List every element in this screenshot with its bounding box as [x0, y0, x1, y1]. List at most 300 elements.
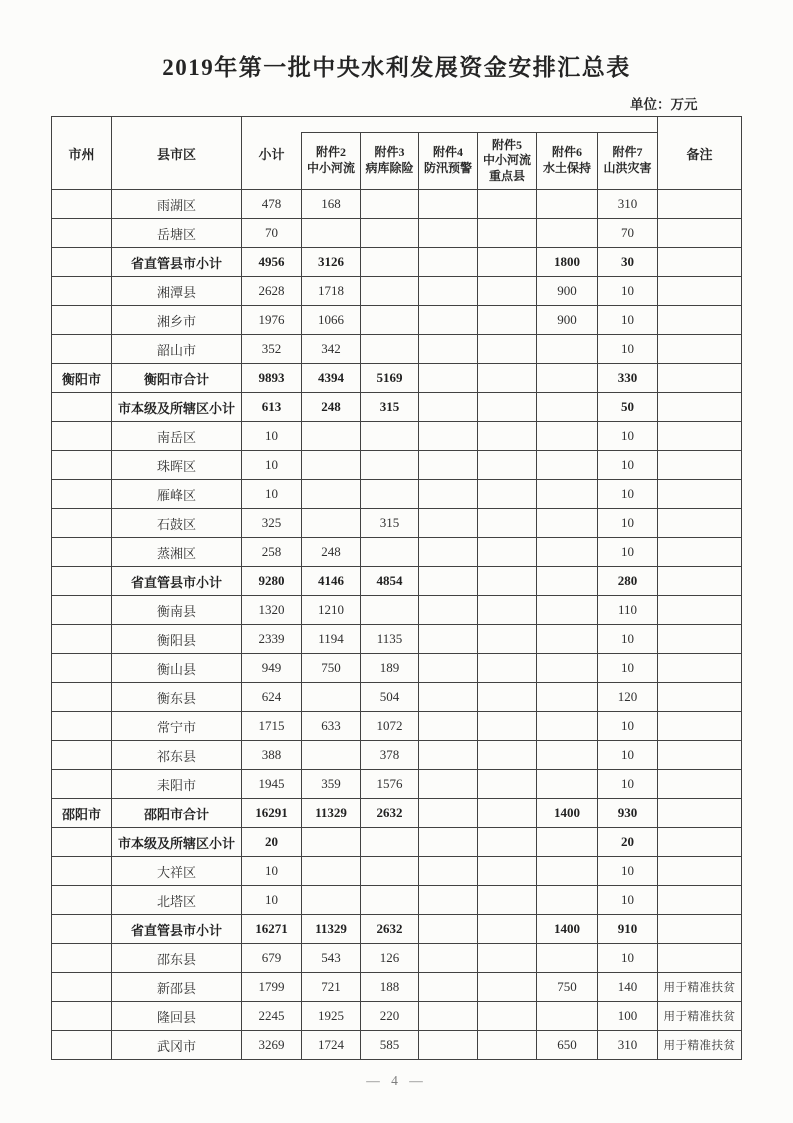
cell-subtotal: 70: [241, 219, 301, 248]
cell-subtotal: 2245: [241, 1002, 301, 1031]
cell-attachment4: [418, 712, 477, 741]
cell-remark: 用于精准扶贫: [658, 1002, 742, 1031]
cell-county: 常宁市: [111, 712, 241, 741]
cell-subtotal: 9280: [241, 567, 301, 596]
cell-remark: [658, 886, 742, 915]
cell-subtotal: 2628: [241, 277, 301, 306]
cell-subtotal: 679: [241, 944, 301, 973]
cell-attachment3: [360, 828, 418, 857]
cell-attachment2: 633: [301, 712, 360, 741]
cell-attachment4: [418, 509, 477, 538]
cell-attachment4: [418, 770, 477, 799]
cell-county: 隆回县: [111, 1002, 241, 1031]
cell-prefecture: [51, 683, 111, 712]
col-header-remark: 备注: [658, 117, 742, 190]
table-row: [51, 364, 741, 393]
cell-attachment5: [477, 509, 536, 538]
col-header-attachment2: [301, 133, 360, 190]
cell-attachment6: 650: [536, 1031, 597, 1060]
cell-attachment4: [418, 886, 477, 915]
cell-subtotal: 258: [241, 538, 301, 567]
cell-attachment2: [301, 451, 360, 480]
table-row: [51, 509, 741, 538]
cell-attachment4: [418, 277, 477, 306]
table-row: [51, 306, 741, 335]
cell-attachment5: [477, 422, 536, 451]
cell-attachment3: [360, 248, 418, 277]
cell-attachment4: [418, 422, 477, 451]
cell-county: 武冈市: [111, 1031, 241, 1060]
cell-attachment7: 10: [597, 886, 657, 915]
table-header: [51, 117, 741, 190]
cell-attachment7: 140: [597, 973, 657, 1002]
cell-subtotal: 10: [241, 480, 301, 509]
cell-subtotal: 613: [241, 393, 301, 422]
cell-attachment2: 1718: [301, 277, 360, 306]
cell-attachment7: 20: [597, 828, 657, 857]
cell-county: 市本级及所辖区小计: [111, 393, 241, 422]
cell-subtotal: 352: [241, 335, 301, 364]
cell-attachment3: [360, 306, 418, 335]
cell-subtotal: 10: [241, 857, 301, 886]
cell-attachment2: 750: [301, 654, 360, 683]
cell-attachment5: [477, 712, 536, 741]
cell-attachment7: 10: [597, 857, 657, 886]
cell-attachment4: [418, 973, 477, 1002]
col-header-prefecture: 市州: [51, 117, 111, 190]
cell-attachment3: 378: [360, 741, 418, 770]
cell-attachment7: 10: [597, 712, 657, 741]
table-row: [51, 712, 741, 741]
cell-attachment5: [477, 335, 536, 364]
table-row: [51, 451, 741, 480]
cell-prefecture: [51, 944, 111, 973]
cell-subtotal: 1976: [241, 306, 301, 335]
cell-attachment3: 220: [360, 1002, 418, 1031]
cell-attachment5: [477, 538, 536, 567]
cell-attachment3: 1576: [360, 770, 418, 799]
table-row: [51, 190, 741, 219]
cell-remark: 用于精准扶贫: [658, 1031, 742, 1060]
cell-attachment5: [477, 770, 536, 799]
cell-attachment4: [418, 944, 477, 973]
cell-attachment6: [536, 364, 597, 393]
cell-prefecture: [51, 886, 111, 915]
cell-attachment5: [477, 567, 536, 596]
cell-attachment4: [418, 654, 477, 683]
cell-attachment4: [418, 306, 477, 335]
cell-attachment7: 10: [597, 277, 657, 306]
cell-attachment6: [536, 857, 597, 886]
cell-subtotal: 9893: [241, 364, 301, 393]
cell-attachment4: [418, 451, 477, 480]
cell-attachment2: [301, 683, 360, 712]
cell-attachment4: [418, 596, 477, 625]
cell-remark: [658, 625, 742, 654]
table-row: [51, 857, 741, 886]
cell-attachment5: [477, 596, 536, 625]
cell-remark: [658, 306, 742, 335]
cell-attachment4: [418, 741, 477, 770]
cell-attachment6: [536, 190, 597, 219]
cell-attachment2: 1724: [301, 1031, 360, 1060]
cell-county: 湘潭县: [111, 277, 241, 306]
cell-prefecture: [51, 277, 111, 306]
cell-attachment5: [477, 277, 536, 306]
cell-attachment6: 900: [536, 306, 597, 335]
cell-attachment6: [536, 335, 597, 364]
cell-attachment4: [418, 393, 477, 422]
cell-prefecture: [51, 1002, 111, 1031]
cell-attachment5: [477, 886, 536, 915]
table-row: [51, 683, 741, 712]
cell-prefecture: [51, 306, 111, 335]
cell-county: 邵东县: [111, 944, 241, 973]
cell-county: 市本级及所辖区小计: [111, 828, 241, 857]
summary-table: [51, 116, 742, 1060]
cell-attachment7: 10: [597, 654, 657, 683]
cell-county: 省直管县市小计: [111, 915, 241, 944]
cell-attachment3: 315: [360, 393, 418, 422]
cell-county: 省直管县市小计: [111, 248, 241, 277]
cell-attachment3: 504: [360, 683, 418, 712]
cell-attachment2: 1210: [301, 596, 360, 625]
cell-attachment2: 11329: [301, 915, 360, 944]
cell-attachment7: 50: [597, 393, 657, 422]
header-line: 水土保持: [542, 161, 591, 175]
cell-attachment3: 4854: [360, 567, 418, 596]
cell-county: 新邵县: [111, 973, 241, 1002]
cell-remark: [658, 509, 742, 538]
cell-attachment6: [536, 828, 597, 857]
cell-subtotal: 16271: [241, 915, 301, 944]
cell-attachment7: 10: [597, 944, 657, 973]
cell-prefecture: [51, 335, 111, 364]
cell-attachment2: 3126: [301, 248, 360, 277]
table-row: [51, 973, 741, 1002]
table-row: [51, 335, 741, 364]
cell-attachment2: 4394: [301, 364, 360, 393]
cell-attachment4: [418, 480, 477, 509]
cell-attachment4: [418, 799, 477, 828]
cell-attachment7: 310: [597, 1031, 657, 1060]
cell-attachment5: [477, 741, 536, 770]
table-row: [51, 567, 741, 596]
cell-county: 蒸湘区: [111, 538, 241, 567]
cell-attachment6: [536, 480, 597, 509]
page-number: — 4 —: [366, 1073, 427, 1088]
cell-prefecture: [51, 190, 111, 219]
cell-prefecture: [51, 596, 111, 625]
cell-attachment5: [477, 1002, 536, 1031]
cell-attachment7: 10: [597, 509, 657, 538]
cell-remark: [658, 248, 742, 277]
table-row: [51, 625, 741, 654]
cell-attachment7: 10: [597, 625, 657, 654]
cell-subtotal: 3269: [241, 1031, 301, 1060]
cell-attachment3: 2632: [360, 915, 418, 944]
cell-attachment6: [536, 886, 597, 915]
cell-remark: [658, 538, 742, 567]
cell-subtotal: 10: [241, 422, 301, 451]
cell-subtotal: 949: [241, 654, 301, 683]
cell-attachment2: 721: [301, 973, 360, 1002]
cell-county: 耒阳市: [111, 770, 241, 799]
header-line: 附件5: [491, 137, 522, 152]
cell-attachment7: 330: [597, 364, 657, 393]
cell-attachment5: [477, 828, 536, 857]
cell-subtotal: 2339: [241, 625, 301, 654]
cell-attachment7: 110: [597, 596, 657, 625]
cell-attachment3: 189: [360, 654, 418, 683]
cell-remark: [658, 480, 742, 509]
cell-attachment7: 910: [597, 915, 657, 944]
cell-attachment7: 10: [597, 770, 657, 799]
cell-attachment3: [360, 480, 418, 509]
cell-county: 祁东县: [111, 741, 241, 770]
cell-attachment6: [536, 625, 597, 654]
cell-remark: [658, 567, 742, 596]
cell-remark: [658, 712, 742, 741]
cell-county: 邵阳市合计: [111, 799, 241, 828]
cell-attachment4: [418, 190, 477, 219]
table-row: [51, 277, 741, 306]
cell-attachment2: [301, 857, 360, 886]
cell-attachment3: [360, 219, 418, 248]
cell-attachment5: [477, 248, 536, 277]
cell-attachment5: [477, 683, 536, 712]
cell-attachment5: [477, 393, 536, 422]
cell-attachment6: 900: [536, 277, 597, 306]
cell-attachment2: 248: [301, 538, 360, 567]
cell-remark: [658, 683, 742, 712]
cell-attachment3: [360, 422, 418, 451]
cell-attachment6: [536, 451, 597, 480]
cell-county: 韶山市: [111, 335, 241, 364]
cell-prefecture: 衡阳市: [51, 364, 111, 393]
table-row: [51, 654, 741, 683]
cell-attachment3: 5169: [360, 364, 418, 393]
cell-attachment3: [360, 335, 418, 364]
cell-attachment6: [536, 712, 597, 741]
cell-attachment2: 248: [301, 393, 360, 422]
cell-county: 雨湖区: [111, 190, 241, 219]
cell-county: 衡阳市合计: [111, 364, 241, 393]
cell-attachment4: [418, 1031, 477, 1060]
cell-subtotal: 388: [241, 741, 301, 770]
header-line: 重点县: [488, 168, 525, 183]
cell-attachment3: [360, 857, 418, 886]
cell-attachment3: [360, 190, 418, 219]
header-line: 附件2: [315, 145, 346, 160]
table-row: [51, 596, 741, 625]
cell-attachment6: [536, 422, 597, 451]
cell-remark: 用于精准扶贫: [658, 973, 742, 1002]
col-header-attachment4: [418, 133, 477, 190]
cell-prefecture: [51, 451, 111, 480]
cell-subtotal: 325: [241, 509, 301, 538]
cell-attachment6: 1400: [536, 799, 597, 828]
cell-county: 大祥区: [111, 857, 241, 886]
table-row: [51, 219, 741, 248]
cell-remark: [658, 828, 742, 857]
cell-attachment2: [301, 219, 360, 248]
cell-attachment2: 342: [301, 335, 360, 364]
header-line: 山洪灾害: [603, 161, 652, 175]
cell-attachment2: [301, 741, 360, 770]
col-header-attachment5: [477, 133, 536, 190]
cell-attachment3: 1135: [360, 625, 418, 654]
cell-subtotal: 1799: [241, 973, 301, 1002]
cell-attachment4: [418, 538, 477, 567]
cell-county: 湘乡市: [111, 306, 241, 335]
cell-attachment4: [418, 364, 477, 393]
table-row: [51, 799, 741, 828]
cell-attachment6: [536, 596, 597, 625]
cell-attachment2: 4146: [301, 567, 360, 596]
cell-remark: [658, 857, 742, 886]
cell-attachment5: [477, 625, 536, 654]
cell-attachment5: [477, 1031, 536, 1060]
cell-remark: [658, 364, 742, 393]
cell-attachment5: [477, 364, 536, 393]
cell-remark: [658, 393, 742, 422]
col-header-attachment7: [597, 133, 657, 190]
cell-attachment7: 10: [597, 422, 657, 451]
table-row: [51, 915, 741, 944]
cell-remark: [658, 944, 742, 973]
cell-attachment2: [301, 886, 360, 915]
cell-subtotal: 16291: [241, 799, 301, 828]
cell-subtotal: 478: [241, 190, 301, 219]
cell-attachment3: 188: [360, 973, 418, 1002]
cell-attachment2: 1194: [301, 625, 360, 654]
cell-attachment6: [536, 1002, 597, 1031]
cell-attachment2: 543: [301, 944, 360, 973]
cell-attachment7: 10: [597, 451, 657, 480]
cell-remark: [658, 596, 742, 625]
cell-attachment3: 1072: [360, 712, 418, 741]
cell-attachment3: [360, 451, 418, 480]
cell-attachment5: [477, 944, 536, 973]
header-line: 附件4: [432, 145, 463, 160]
col-header-attachment6: [536, 133, 597, 190]
cell-attachment3: 2632: [360, 799, 418, 828]
cell-attachment3: [360, 596, 418, 625]
cell-county: 衡东县: [111, 683, 241, 712]
cell-attachment3: 315: [360, 509, 418, 538]
cell-attachment5: [477, 799, 536, 828]
cell-attachment4: [418, 219, 477, 248]
cell-attachment6: [536, 393, 597, 422]
cell-attachment2: [301, 509, 360, 538]
cell-attachment3: 585: [360, 1031, 418, 1060]
cell-attachment5: [477, 915, 536, 944]
table-row: [51, 828, 741, 857]
cell-prefecture: [51, 857, 111, 886]
cell-prefecture: [51, 567, 111, 596]
cell-attachment5: [477, 857, 536, 886]
cell-attachment7: 10: [597, 306, 657, 335]
cell-attachment7: 310: [597, 190, 657, 219]
cell-remark: [658, 741, 742, 770]
cell-subtotal: 1320: [241, 596, 301, 625]
table-row: [51, 1031, 741, 1060]
cell-remark: [658, 422, 742, 451]
cell-attachment5: [477, 480, 536, 509]
cell-attachment4: [418, 248, 477, 277]
cell-remark: [658, 277, 742, 306]
cell-attachment3: [360, 886, 418, 915]
cell-county: 北塔区: [111, 886, 241, 915]
cell-prefecture: 邵阳市: [51, 799, 111, 828]
cell-prefecture: [51, 538, 111, 567]
cell-county: 石鼓区: [111, 509, 241, 538]
cell-attachment4: [418, 1002, 477, 1031]
cell-subtotal: 20: [241, 828, 301, 857]
table-row: [51, 886, 741, 915]
cell-attachment2: 359: [301, 770, 360, 799]
cell-attachment2: [301, 480, 360, 509]
cell-attachment6: 1800: [536, 248, 597, 277]
cell-attachment2: 1066: [301, 306, 360, 335]
cell-county: 省直管县市小计: [111, 567, 241, 596]
cell-remark: [658, 219, 742, 248]
table-row: [51, 480, 741, 509]
cell-county: 衡山县: [111, 654, 241, 683]
cell-attachment3: 126: [360, 944, 418, 973]
cell-attachment5: [477, 654, 536, 683]
cell-remark: [658, 451, 742, 480]
cell-attachment4: [418, 335, 477, 364]
cell-attachment4: [418, 683, 477, 712]
cell-prefecture: [51, 973, 111, 1002]
cell-prefecture: [51, 248, 111, 277]
cell-attachment3: [360, 538, 418, 567]
cell-county: 雁峰区: [111, 480, 241, 509]
cell-subtotal: 624: [241, 683, 301, 712]
cell-remark: [658, 915, 742, 944]
cell-attachment6: [536, 654, 597, 683]
cell-attachment2: [301, 422, 360, 451]
table-body: [51, 190, 741, 1060]
cell-subtotal: 10: [241, 886, 301, 915]
cell-county: 珠晖区: [111, 451, 241, 480]
cell-attachment6: [536, 770, 597, 799]
table-row: [51, 944, 741, 973]
cell-attachment6: [536, 567, 597, 596]
cell-attachment7: 100: [597, 1002, 657, 1031]
cell-attachment7: 70: [597, 219, 657, 248]
cell-attachment4: [418, 625, 477, 654]
cell-attachment2: 11329: [301, 799, 360, 828]
col-header-county: 县市区: [111, 117, 241, 190]
table-row: [51, 393, 741, 422]
cell-attachment6: 1400: [536, 915, 597, 944]
col-header-attachment3: [360, 133, 418, 190]
cell-attachment5: [477, 190, 536, 219]
cell-attachment7: 10: [597, 538, 657, 567]
cell-county: 岳塘区: [111, 219, 241, 248]
cell-county: 衡阳县: [111, 625, 241, 654]
cell-remark: [658, 190, 742, 219]
cell-attachment4: [418, 828, 477, 857]
table-row: [51, 538, 741, 567]
cell-attachment6: [536, 538, 597, 567]
cell-subtotal: 10: [241, 451, 301, 480]
cell-attachment5: [477, 973, 536, 1002]
cell-remark: [658, 654, 742, 683]
